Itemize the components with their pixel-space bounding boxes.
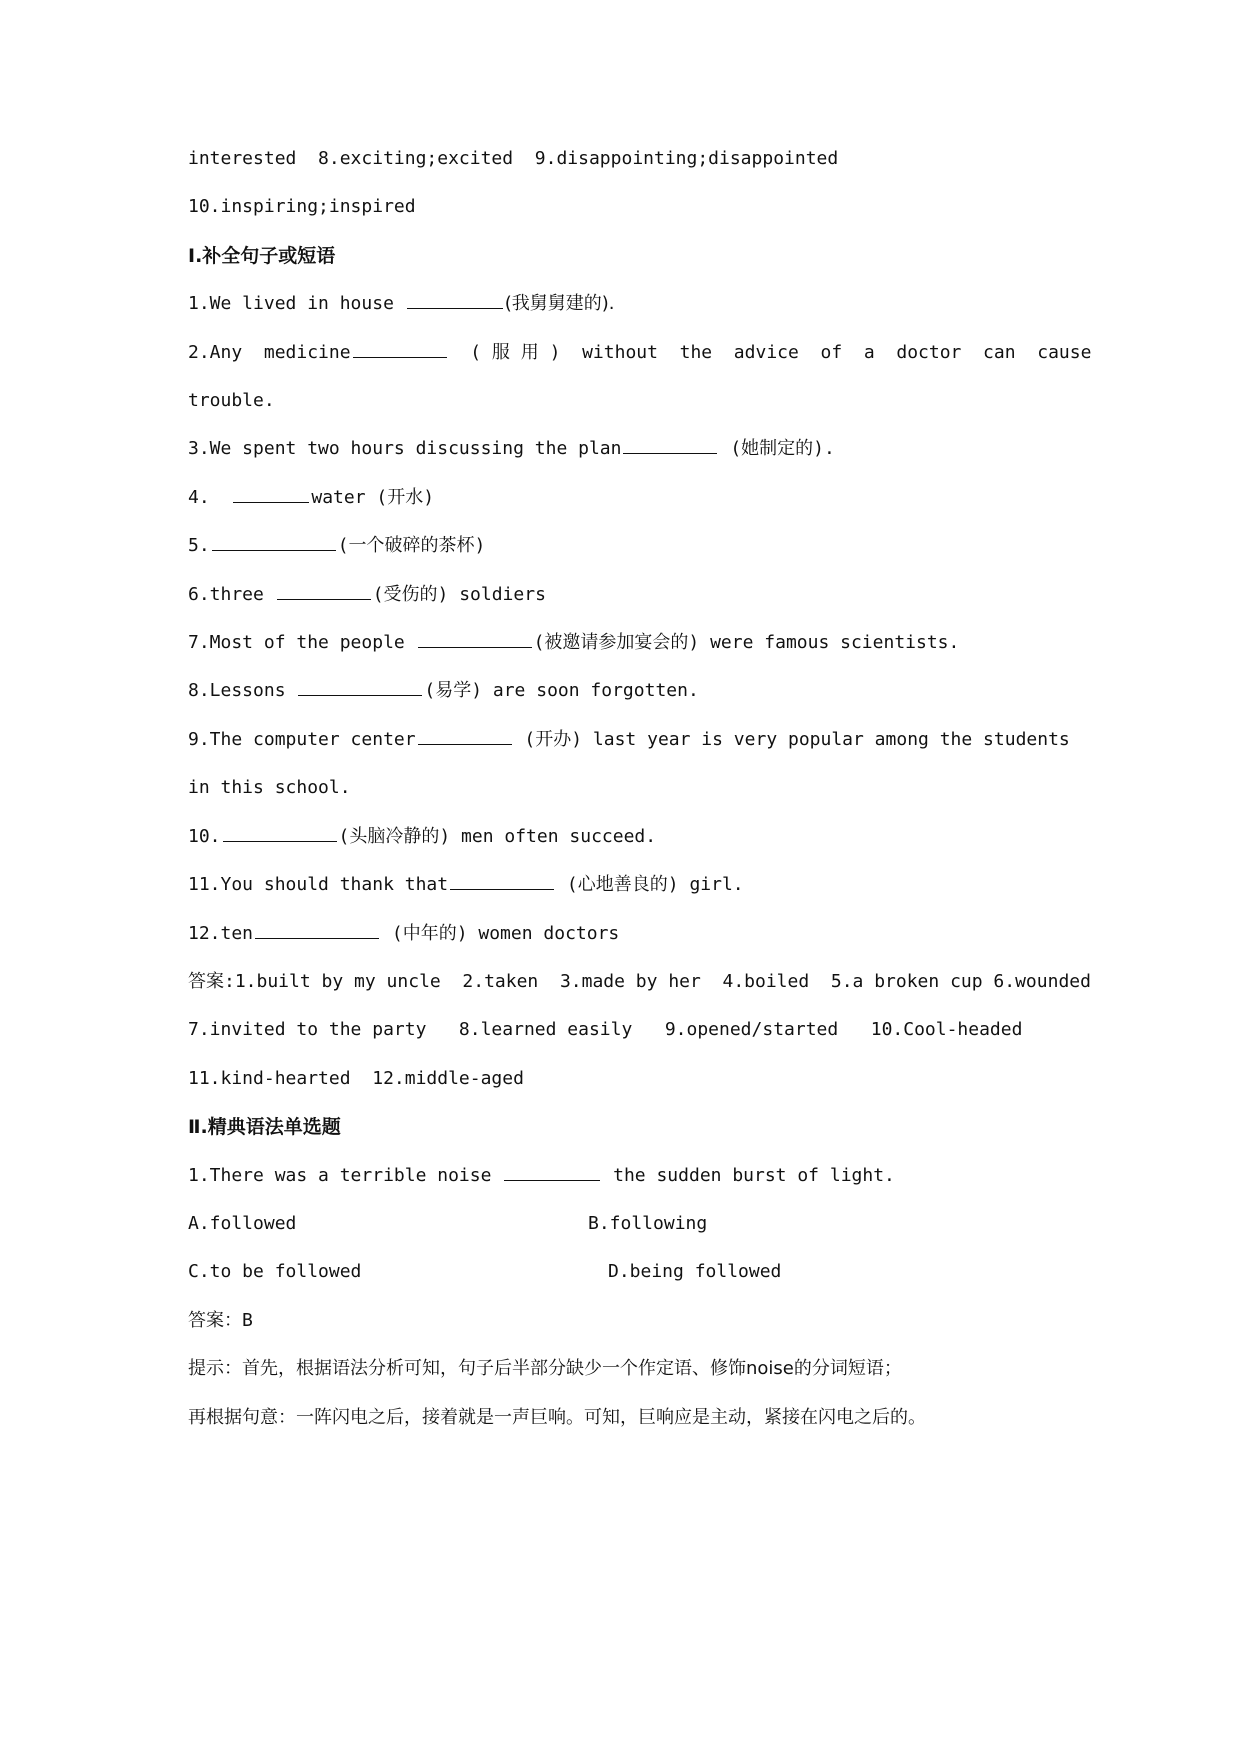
answer-blank[interactable] xyxy=(223,823,337,842)
answer-blank[interactable] xyxy=(233,484,309,503)
prev-answers-line-1: interested 8.exciting;excited 9.disappointing;disappointed xyxy=(188,148,839,169)
answer-blank[interactable] xyxy=(353,339,447,358)
option-b[interactable]: B.following xyxy=(588,1213,708,1234)
question-6: 6.three (受伤的) soldiers xyxy=(188,581,546,609)
question-9-continued: in this school. xyxy=(188,777,351,798)
hint-line-2: 再根据句意：一阵闪电之后，接着就是一声巨响。可知，巨响应是主动，紧接在闪电之后的。 xyxy=(188,1407,926,1428)
question-12: 12.ten (中年的) women doctors xyxy=(188,920,619,948)
option-c[interactable]: C.to be followed xyxy=(188,1261,362,1282)
answer-blank[interactable] xyxy=(450,871,554,890)
mc-answer: 答案：B xyxy=(188,1310,253,1331)
question-3: 3.We spent two hours discussing the plan (她制定的). xyxy=(188,435,835,463)
question-5: 5. (一个破碎的茶杯) xyxy=(188,532,485,560)
question-1: 1.We lived in house (我舅舅建的). xyxy=(188,290,615,318)
option-a[interactable]: A.followed xyxy=(188,1213,297,1234)
question-10: 10. (头脑冷静的) men often succeed. xyxy=(188,823,656,851)
option-d[interactable]: D.being followed xyxy=(608,1261,782,1282)
section-1-answers-line-3: 11.kind-hearted 12.middle-aged xyxy=(188,1068,524,1089)
answer-blank[interactable] xyxy=(298,677,422,696)
section-1-answers-line-1: 答案:1.built by my uncle 2.taken 3.made by her 4.boiled 5.a broken cup 6.wounded xyxy=(188,971,1091,992)
question-2-continued: trouble. xyxy=(188,390,275,411)
answer-blank[interactable] xyxy=(504,1162,600,1181)
answer-blank[interactable] xyxy=(623,435,717,454)
prev-answers-line-2: 10.inspiring;inspired xyxy=(188,196,416,217)
mc-question-1: 1.There was a terrible noise the sudden burst of light. xyxy=(188,1162,895,1190)
hint-line-1: 提示：首先，根据语法分析可知，句子后半部分缺少一个作定语、修饰noise的分词短语； xyxy=(188,1358,902,1379)
section-1-answers-line-2: 7.invited to the party 8.learned easily 9.opened/started 10.Cool-headed xyxy=(188,1019,1023,1040)
question-2: 2.Any medicine ( 服 用 ) without the advice of a doctor can cause xyxy=(188,339,1091,367)
question-8: 8.Lessons (易学) are soon forgotten. xyxy=(188,677,699,705)
answer-blank[interactable] xyxy=(418,629,532,648)
question-11: 11.You should thank that (心地善良的) girl. xyxy=(188,871,744,899)
question-7: 7.Most of the people (被邀请参加宴会的) were famous scientists. xyxy=(188,629,959,657)
answer-blank[interactable] xyxy=(418,726,512,745)
answer-blank[interactable] xyxy=(255,920,379,939)
section-2-title: Ⅱ.精典语法单选题 xyxy=(188,1116,341,1138)
section-1-title: Ⅰ.补全句子或短语 xyxy=(188,245,336,267)
answer-blank[interactable] xyxy=(407,290,503,309)
answer-blank[interactable] xyxy=(212,532,336,551)
answer-blank[interactable] xyxy=(277,581,371,600)
question-9: 9.The computer center (开办) last year is very popular among the students xyxy=(188,726,1070,754)
question-4: 4. water (开水) xyxy=(188,484,434,512)
